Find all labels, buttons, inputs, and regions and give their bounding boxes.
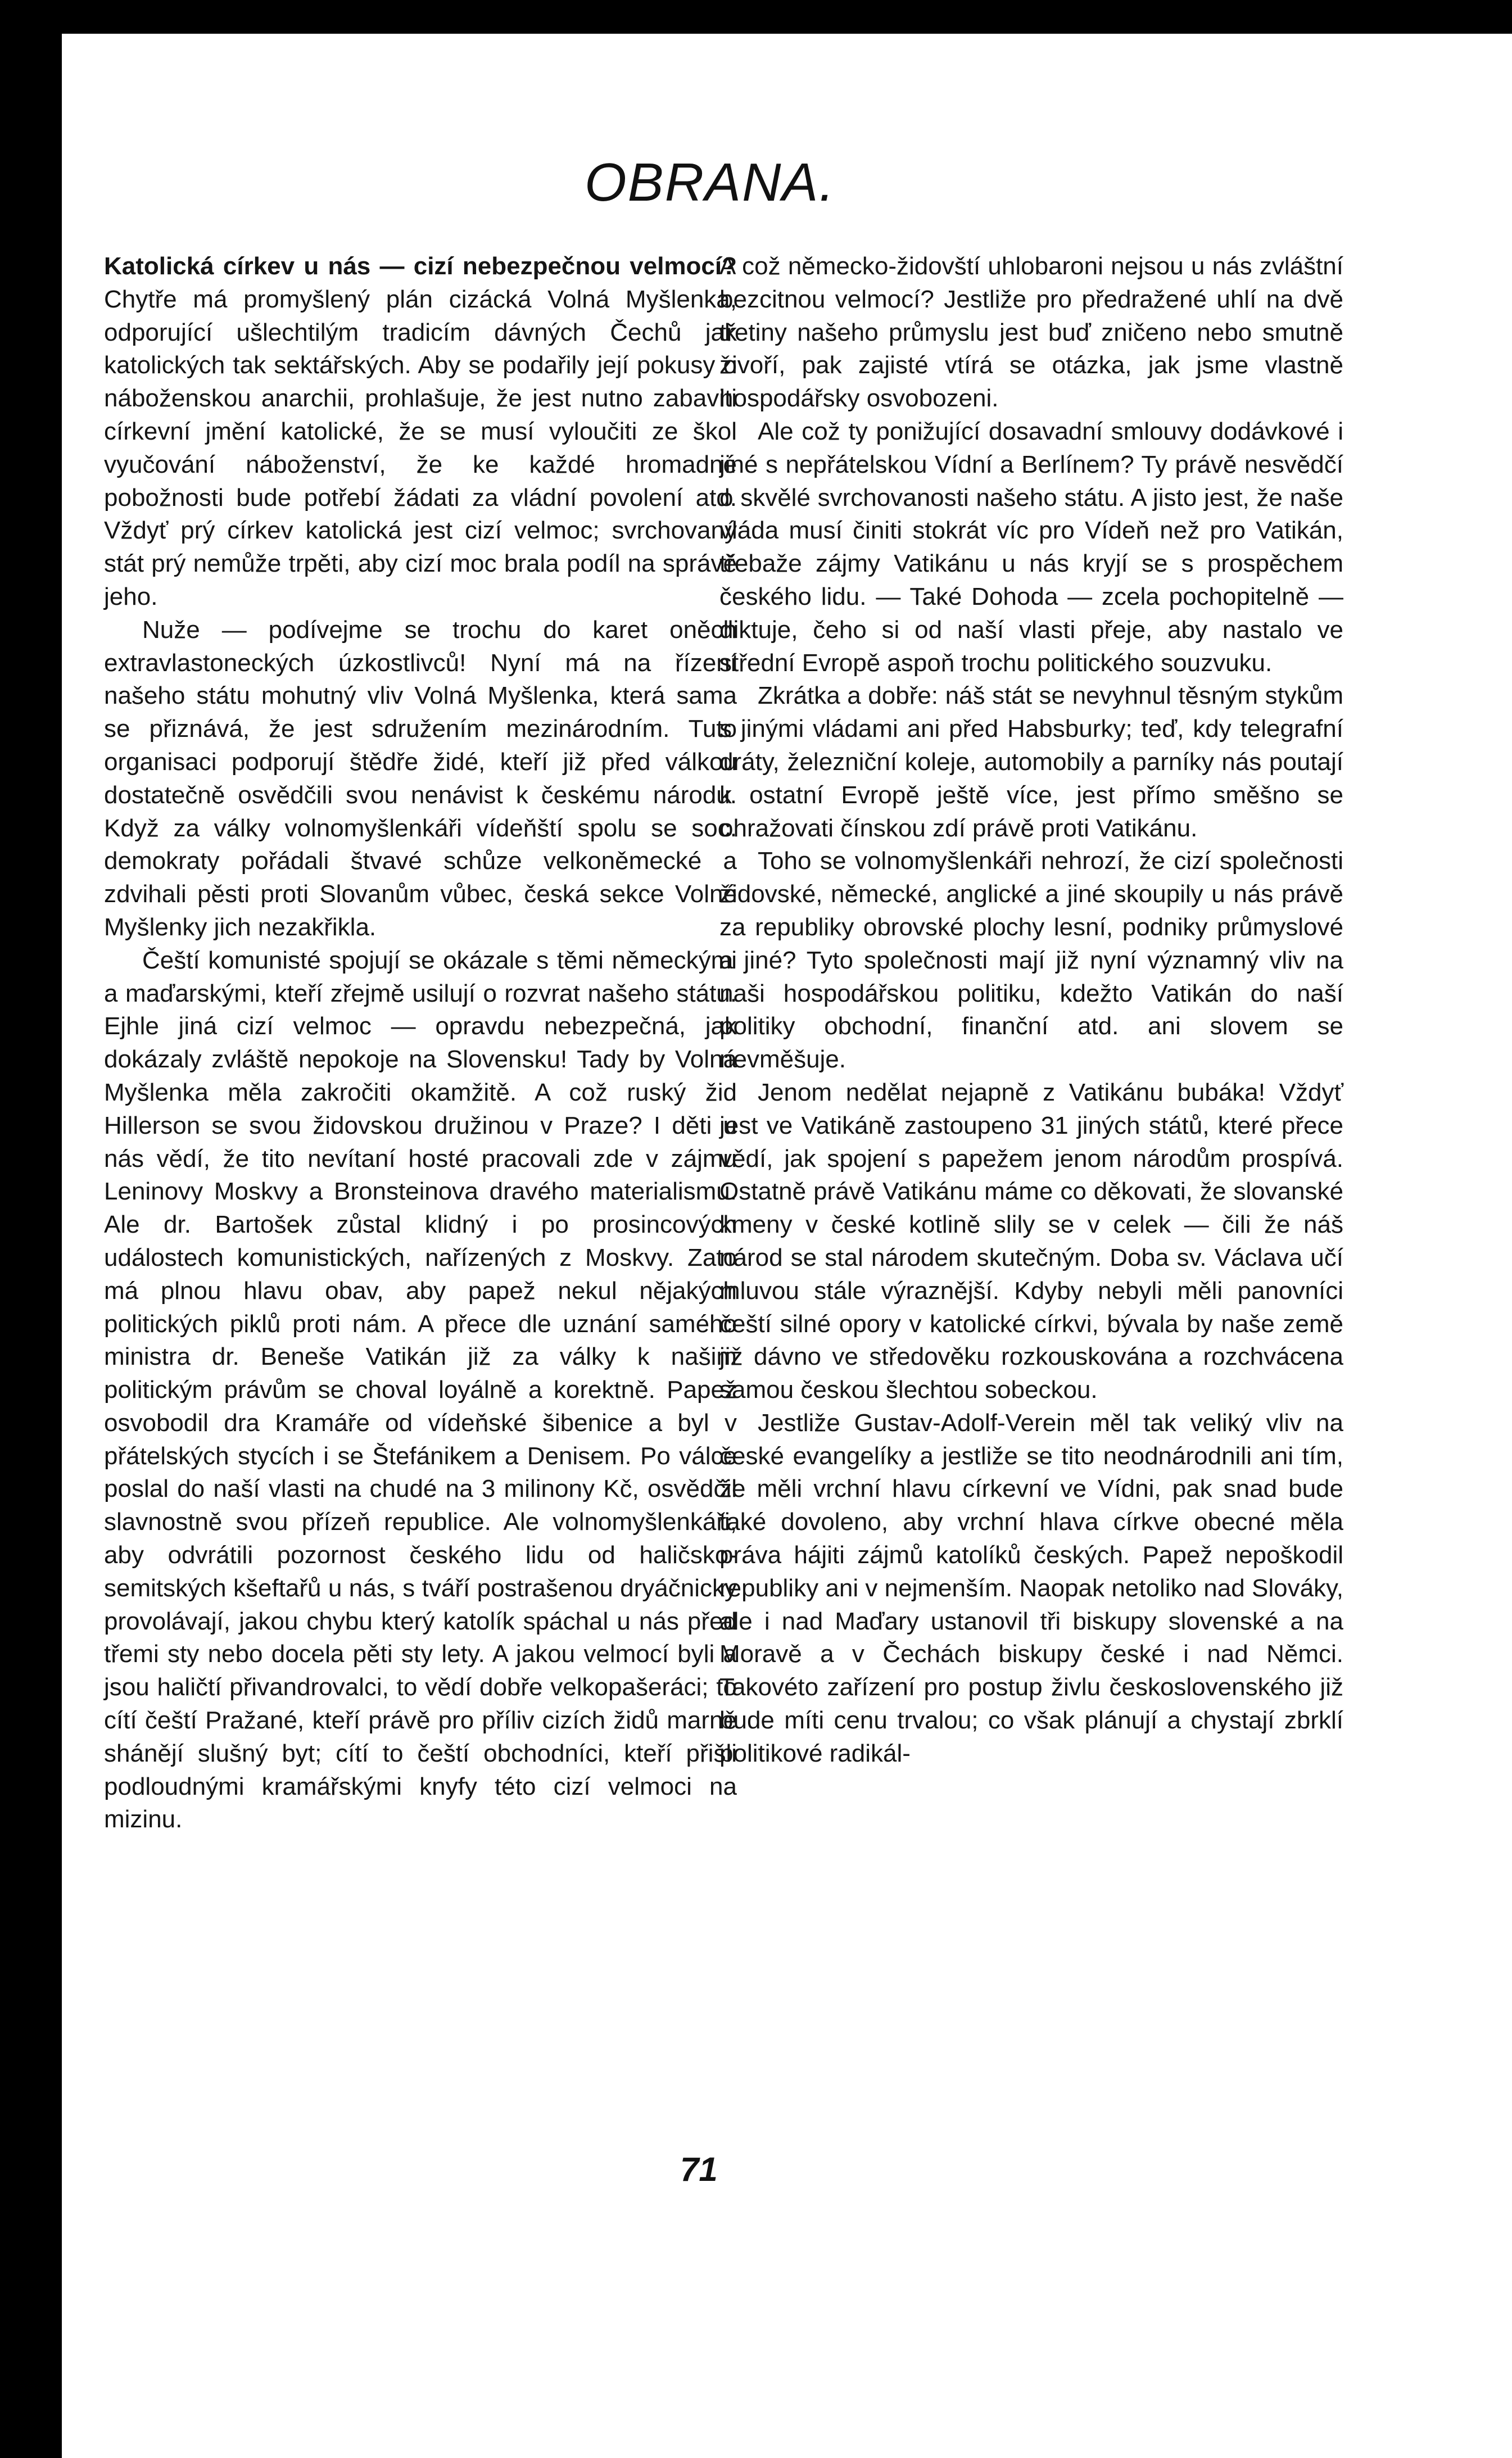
page-number: 71 — [680, 2151, 718, 2188]
document-page — [62, 34, 1512, 2458]
paragraph: Nuže — podívejme se trochu do karet oněch extravlastoneckých úzkostlivců! Nyní má na řízení našeho státu mohutný vliv Volná Myšlenka, která sama se přiznává, že jest sdružením mezinárodním. Tuto organisaci podporují štědře židé, kteří již před válkou dostatečně osvědčili svou nenávist k českému národu. Když za války volnomyšlenkáři vídeňští spolu se soc. demokraty pořádali štvavé schůze velkoněmecké a zdvihali pěsti proti Slovanům vůbec, česká sekce Volné Myšlenky jich nezakřikla. — [104, 615, 737, 941]
left-column — [104, 250, 737, 1836]
paragraph: Toho se volnomyšlenkáři nehrozí, že cizí společnosti židovské, německé, anglické a jiné skoupily u nás právě za republiky obrovské plochy lesní, podniky průmyslové a jiné? Tyto společnosti mají již nyní významný vliv na naši hospodářskou politiku, kdežto Vatikán do naší politiky obchodní, finanční atd. ani slovem se nevměšuje. — [719, 847, 1343, 1074]
paragraph: Jenom nedělat nejapně z Vatikánu bubáka! Vždyť jest ve Vatikáně zastoupeno 31 jiných států, které přece vědí, jak spojení s papežem jenom národům prospívá. Ostatně právě Vatikánu máme co děkovati, že slovanské kmeny v české kotlině slily se v celek — čili že náš národ se stal národem skutečným. Doba sv. Václava učí mluvou stále výraznější. Kdyby nebyli měli panovníci čeští silné opory v katolické církvi, bývala by naše země již dávno ve středověku rozkouskována a rozchvácena samou českou šlechtou sobeckou. — [719, 1078, 1343, 1404]
article-heading: Katolická církev u nás — cizí nebezpečnou velmocí? — [104, 252, 737, 280]
right-column — [719, 250, 1343, 1771]
paragraph: Ale což ty ponižující dosavadní smlouvy dodávkové i jiné s nepřátelskou Vídní a Berlínem? Ty právě nesvědčí o skvělé svrchovanosti našeho státu. A jisto jest, že naše vláda musí činiti stokrát víc pro Vídeň než pro Vatikán, třebaže zájmy Vatikánu u nás kryjí se s prospěchem českého lidu. — Také Dohoda — zcela pochopitelně — diktuje, čeho si od naší vlasti přeje, aby nastalo ve střední Evropě aspoň trochu politického souzvuku. — [719, 417, 1343, 677]
paragraph: Zkrátka a dobře: náš stát se nevyhnul těsným stykům s jinými vládami ani před Habsburky; teď, kdy telegrafní dráty, železniční koleje, automobily a parníky nás poutají k ostatní Evropě ještě více, jest přímo směšno se ohražovati čínskou zdí právě proti Vatikánu. — [719, 682, 1343, 842]
paragraph: A což německo-židovští uhlobaroni nejsou u nás zvláštní bezcitnou velmocí? Jestliže pro předražené uhlí na dvě třetiny našeho průmyslu jest buď zničeno nebo smutně živoří, pak zajisté vtírá se otázka, jak jsme vlastně hospodářsky osvobozeni. — [719, 252, 1343, 413]
page-title: OBRANA. — [585, 152, 836, 212]
paragraph: Jestliže Gustav-Adolf-Verein měl tak veliký vliv na české evangelíky a jestliže se tito neodnárodnili ani tím, že měli vrchní hlavu církevní ve Vídni, pak snad bude také dovoleno, aby vrchní hlava církve obecné měla práva hájiti zájmů katolíků českých. Papež nepoškodil republiky ani v nejmenším. Naopak netoliko nad Slováky, ale i nad Maďary ustanovil tři biskupy slovenské a na Moravě a v Čechách biskupy české i nad Němci. Takovéto zařízení pro postup živlu československého již bude míti cenu trvalou; co však plánují a chystají zbrklí politikové radikál- — [719, 1409, 1343, 1767]
paragraph: Čeští komunisté spojují se okázale s těmi německými a maďarskými, kteří zřejmě usilují o rozvrat našeho státu. Ejhle jiná cizí velmoc — opravdu nebezpečná, jak dokázaly zvláště nepokoje na Slovensku! Tady by Volná Myšlenka měla zakročiti okamžitě. A což ruský žid Hillerson se svou židovskou družinou v Praze? I děti u nás vědí, že tito nevítaní hosté pracovali zde v zájmu Leninovy Moskvy a Bronsteinova dravého materialismu. Ale dr. Bartošek zůstal klidný i po prosincových událostech komunistických, nařízených z Moskvy. Zato má plnou hlavu obav, aby papež nekul nějakých politických piklů proti nám. A přece dle uznání samého ministra dr. Beneše Vatikán již za války k našim politickým právům se choval loyálně a korektně. Papež osvobodil dra Kramáře od vídeňské šibenice a byl v přátelských stycích i se Štefánikem a Denisem. Po válce poslal do naší vlasti na chudé na 3 milinony Kč, osvědčil slavnostně svou přízeň republice. Ale volnomyšlenkáři, aby odvrátili pozornost českého lidu od haličsko-semitských kšeftařů u nás, s tváří postrašenou dryáčnicky provolávají, jakou chybu který katolík spáchal u nás před třemi sty nebo docela pěti sty lety. A jakou velmocí byli a jsou haličtí přivandrovalci, to vědí dobře velkopašeráci; to cítí čeští Pražané, kteří právě pro příliv cizích židů marně shánějí slušný byt; cítí to čeští obchodníci, kteří přišli podloudnými kramářskými knyfy této cizí velmoci na mizinu. — [104, 946, 737, 1834]
paragraph-text: Chytře má promyšlený plán cizácká Volná Myšlenka, odporující ušlechtilým tradicím dávných Čechů jak katolických tak sektářských. Aby se podařily její pokusy o náboženskou anarchii, prohlašuje, že jest nutno zabaviti církevní jmění katolické, že se musí vyloučiti ze škol vyučování náboženství, že ke každé hromadné pobožnosti bude potřebí žádati za vládní povolení atd. Vždyť prý církev katolická jest cizí velmoc; svrchovaný stát prý nemůže trpěti, aby cizí moc brala podíl na správě jeho. — [104, 285, 737, 610]
paragraph — [104, 250, 737, 614]
